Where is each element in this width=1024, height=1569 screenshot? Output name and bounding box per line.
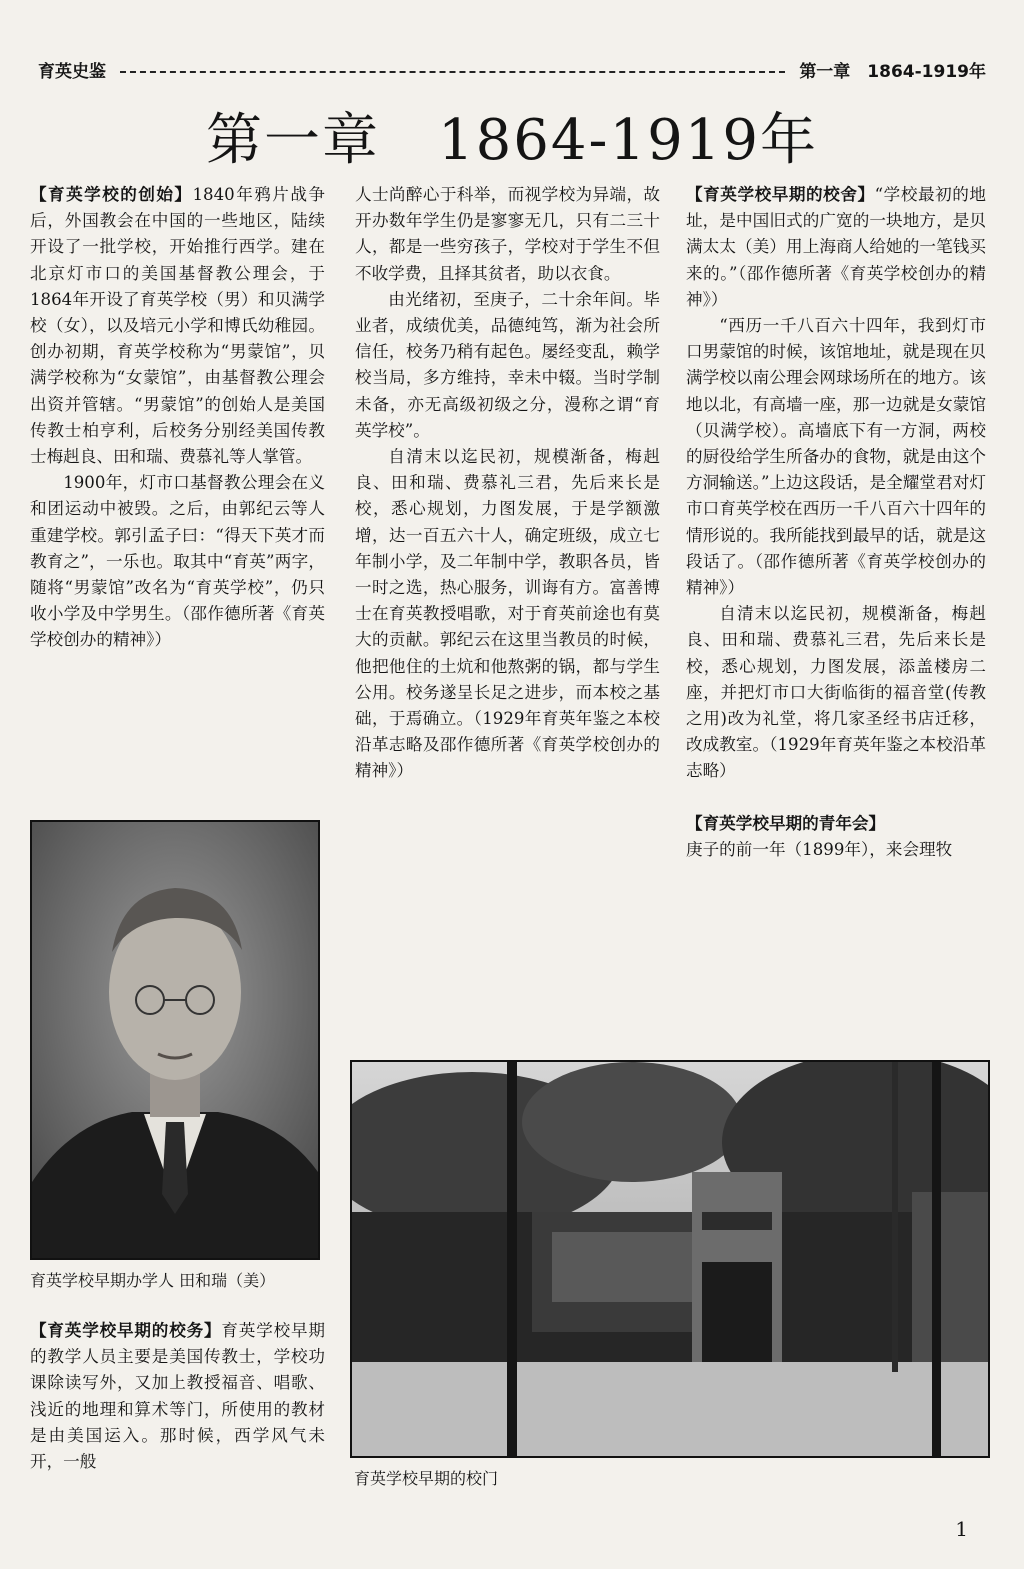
book-title: 育英史鉴 xyxy=(38,61,106,82)
paragraph: 1900年，灯市口基督教公理会在义和团运动中被毁。之后，由郭纪云等人重建学校。郭引孟子曰：“得天下英才而教育之”，一乐也。取其中“育英”两字，随将“男蒙馆”改名为“育英学校”，仍只收小学及中学男生。（邵作德所著《育英学校创办的精神》） xyxy=(30,473,325,650)
running-header xyxy=(38,52,986,86)
gate-caption: 育英学校早期的校门 xyxy=(354,1469,499,1488)
paragraph: 庚子的前一年（1899年），来会理牧 xyxy=(686,839,953,859)
portrait-photo xyxy=(30,820,320,1260)
gate-image xyxy=(352,1062,988,1456)
paragraph: 1840年鸦片战争后，外国教会在中国的一些地区，陆续开设了一批学校，开始推行西学。建在北京灯市口的美国基督教公理会，于1864年开设了育英学校（男）和贝满学校（女），以及培元小学和博氏幼稚园。创办初期，育英学校称为“男蒙馆”，贝满学校称为“女蒙馆”，由基督教公理会出资并管辖。“男蒙馆”的创始人是美国传教士柏亨利，后校务分别经美国传教士梅赳良、田和瑞、费慕礼等人掌管。 xyxy=(30,185,326,467)
column-1 xyxy=(30,182,325,654)
section-heading-ymca: 【育英学校早期的青年会】 xyxy=(686,813,886,833)
paragraph: 人士尚醉心于科举，而视学校为异端，故开办数年学生仍是寥寥无几，只有二三十人，都是一些穷孩子，学校对于学生不但不收学费，且择其贫者，助以衣食。 xyxy=(355,185,660,283)
chapter-title: 第一章 1864-1919年 xyxy=(206,108,818,173)
page-number: 1 xyxy=(955,1517,968,1541)
section-heading-founding: 【育英学校的创始】 xyxy=(30,185,193,204)
paragraph: 由光绪初，至庚子，二十余年间。毕业者，成绩优美，品德纯笃，渐为社会所信任，校务乃稍有起色。屡经变乱，赖学校当局，多方维持，幸未中辍。当时学制未备，亦无高级初级之分，漫称之谓“育英学校”。 xyxy=(355,289,660,440)
header-dashed-rule xyxy=(120,71,785,73)
chapter-header: 第一章 1864-1919年 xyxy=(799,61,986,82)
paragraph: 自清末以迄民初，规模渐备，梅赳良、田和瑞、费慕礼三君，先后来长是校，悉心规划，力图发展，添盖楼房二座，并把灯市口大街临街的福音堂(传教之用)改为礼堂，将几家圣经书店迁移，改成教室。（1929年育英年鉴之本校沿革志略） xyxy=(686,604,986,781)
paragraph: “学校最初的地址，是中国旧式的广宽的一块地方，是贝满太太（美）用上海商人给她的一笔钱买来的。”（邵作德所著《育英学校创办的精神》） xyxy=(686,185,987,309)
portrait-image xyxy=(32,822,318,1258)
section-heading-buildings: 【育英学校早期的校舍】 xyxy=(686,185,875,204)
paragraph: 自清末以迄民初，规模渐备，梅赳良、田和瑞、费慕礼三君，先后来长是校，悉心规划，力图发展，于是学额激增，达一百五六十人，确定班级，成立七年制小学，及二年制中学，教职各员，皆一时之选，热心服务，训诲有方。富善博士在育英教授唱歌，对于育英前途也有莫大的贡献。郭纪云在这里当教员的时候，他把他住的土炕和他熬粥的锅，都与学生公用。校务遂呈长足之进步，而本校之基础，于焉确立。（1929年育英年鉴之本校沿革志略及邵作德所著《育英学校创办的精神》） xyxy=(355,447,660,781)
paragraph: 育英学校早期的教学人员主要是美国传教士，学校功课除读写外，又加上教授福音、唱歌、浅近的地理和算术等门，所使用的教材是由美国运入。那时候，西学风气未开，一般 xyxy=(30,1321,326,1472)
portrait-caption: 育英学校早期办学人 田和瑞（美） xyxy=(30,1271,276,1290)
column-3 xyxy=(686,182,986,863)
paragraph: “西历一千八百六十四年，我到灯市口男蒙馆的时候，该馆地址，就是现在贝满学校以南公理会网球场所在的地方。该地以北，有高墙一座，那一边就是女蒙馆（贝满学校）。高墙底下有一方洞，两校的厨役给学生所备办的食物，就是由这个方洞输送。”上边这段话，是全耀堂君对灯市口育英学校在西历一千八百六十四年的情形说的。我所能找到最早的话，就是这段话了。（邵作德所著《育英学校创办的精神》） xyxy=(686,316,986,598)
column-2 xyxy=(355,182,660,785)
column-1-bottom xyxy=(30,1318,325,1475)
section-heading-affairs: 【育英学校早期的校务】 xyxy=(30,1321,222,1340)
school-gate-photo xyxy=(350,1060,990,1458)
